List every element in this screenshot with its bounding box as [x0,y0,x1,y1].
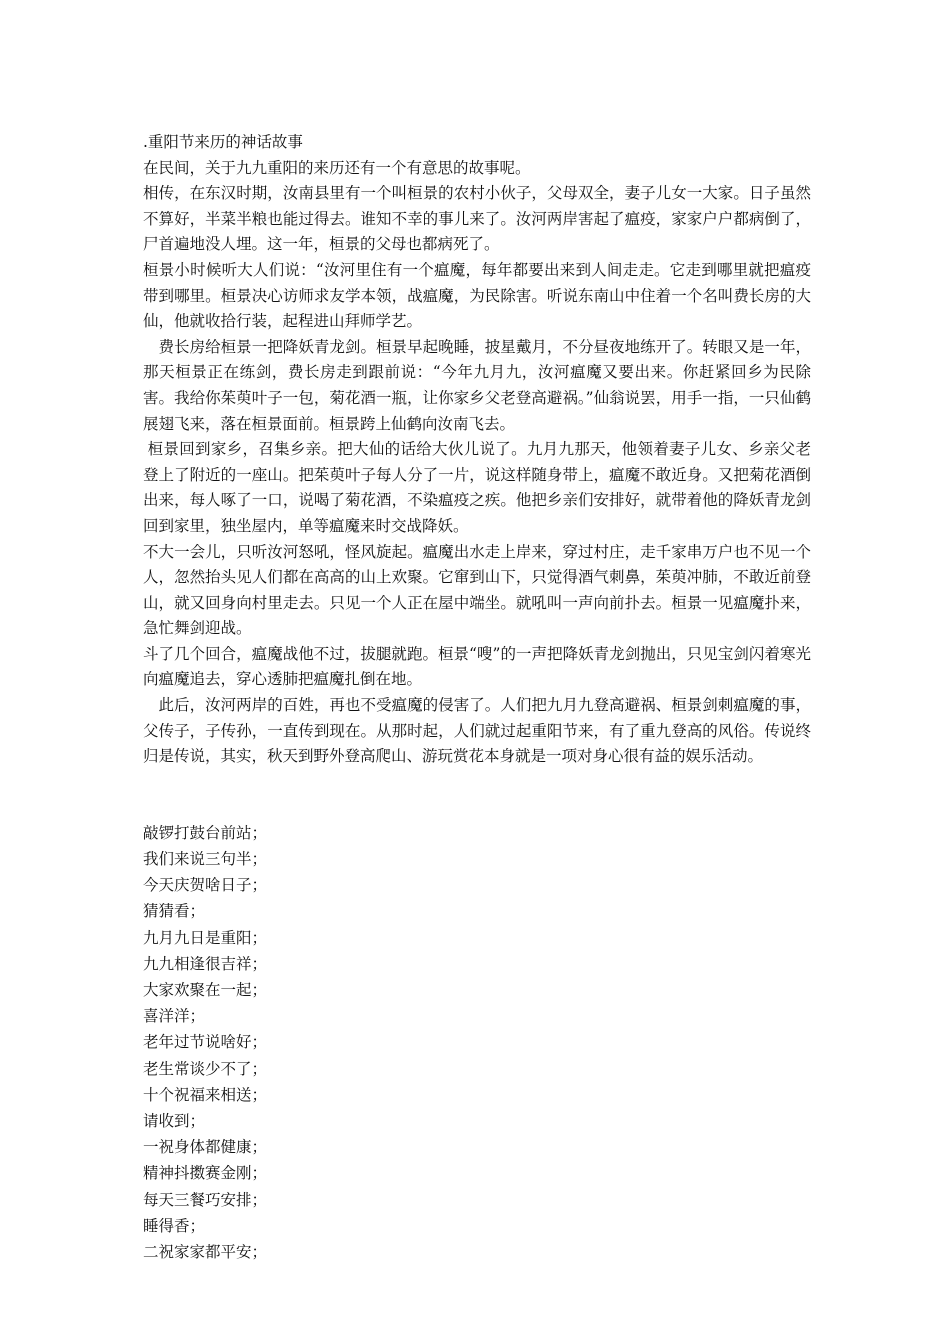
verse-line: 大家欢聚在一起； [143,981,268,1000]
paragraph-heard-legend: 桓景小时候听大人们说：“汝河里住有一个瘟魔，每年都要出来到人间走走。它走到哪里就把瘟疫带到哪里。桓景决心访师求友学本领，战瘟魔，为民除害。听说东南山中住着一个名叫费长房的大仙，他就收拾行装，起程进山拜师学艺。 [143,260,811,331]
paragraph-battle: 斗了几个回合，瘟魔战他不过，拔腿就跑。桓景“嗖”的一声把降妖青龙剑抛出，只见宝剑闪着寒光向瘟魔追去，穿心透肺把瘟魔扎倒在地。 [143,644,811,689]
paragraph-conclusion: 此后，汝河两岸的百姓，再也不受瘟魔的侵害了。人们把九月九登高避祸、桓景剑刺瘟魔的事，父传子，子传孙，一直传到现在。从那时起，人们就过起重阳节来，有了重九登高的风俗。传说终归是传说，其实，秋天到野外登高爬山、游玩赏花本身就是一项对身心很有益的娱乐活动。 [143,696,811,766]
verse-line: 请收到； [143,1112,206,1131]
verse-line: 老年过节说啥好； [143,1033,268,1052]
verse-line: 十个祝福来相送； [143,1085,268,1104]
section-gap [143,770,811,820]
verse-line: 精神抖擞赛金刚； [143,1164,268,1183]
verse-line: 九月九日是重阳； [143,928,268,947]
verse-line: 一祝身体都健康； [143,1138,268,1157]
paragraph-legend-start: 相传，在东汉时期，汝南县里有一个叫桓景的农村小伙子，父母双全，妻子儿女一大家。日子虽然不算好，半菜半粮也能过得去。谁知不幸的事儿来了。汝河两岸害起了瘟疫，家家户户都病倒了，尸首遍地没人埋。这一年，桓景的父母也都病死了。 [143,184,811,254]
verse-line: 敲锣打鼓台前站； [143,823,268,842]
paragraph-return-home: 桓景回到家乡，召集乡亲。把大仙的话给大伙儿说了。九月九那天，他领着妻子儿女、乡亲父老登上了附近的一座山。把茱萸叶子每人分了一片，说这样随身带上，瘟魔不敢近身。又把菊花酒倒出来，每人啄了一口，说喝了菊花酒，不染瘟疫之疾。他把乡亲们安排好，就带着他的降妖青龙剑回到家里，独坐屋内，单等瘟魔来时交战降妖。 [143,440,811,535]
document-title: .重阳节来历的神话故事 [143,133,303,151]
verse-line: 睡得香； [143,1216,206,1235]
verse-line: 老生常谈少不了； [143,1059,268,1078]
paragraph-intro: 在民间，关于九九重阳的来历还有一个有意思的故事呢。 [143,158,531,177]
verse-line: 我们来说三句半； [143,850,268,869]
verse-line: 今天庆贺啥日子； [143,876,268,895]
verse-line: 九九相逢很吉祥； [143,954,268,973]
verse-line: 每天三餐巧安排； [143,1190,268,1209]
verse-line: 喜洋洋； [143,1007,206,1026]
verse-line: 二祝家家都平安； [143,1243,268,1262]
paragraph-training: 费长房给桓景一把降妖青龙剑。桓景早起晚睡，披星戴月，不分昼夜地练开了。转眼又是一年，那天桓景正在练剑，费长房走到跟前说：“今年九月九，汝河瘟魔又要出来。你赶紧回乡为民除害。我给你茱萸叶子一包，菊花酒一瓶，让你家乡父老登高避祸。”仙翁说罢，用手一指，一只仙鹤展翅飞来，落在桓景面前。桓景跨上仙鹤向汝南飞去。 [143,337,811,433]
paragraph-demon-appears: 不大一会儿，只听汝河怒吼，怪风旋起。瘟魔出水走上岸来，穿过村庄，走千家串万户也不见一个人，忽然抬头见人们都在高高的山上欢聚。它窜到山下，只觉得酒气刺鼻，茱萸冲肺，不敢近前登山，就又回身向村里走去。只见一个人正在屋中端坐。就吼叫一声向前扑去。桓景一见瘟魔扑来，急忙舞剑迎战。 [143,542,811,638]
verse-block [143,820,811,1265]
document-body [143,130,811,1265]
verse-line: 猜猜看； [143,902,206,921]
